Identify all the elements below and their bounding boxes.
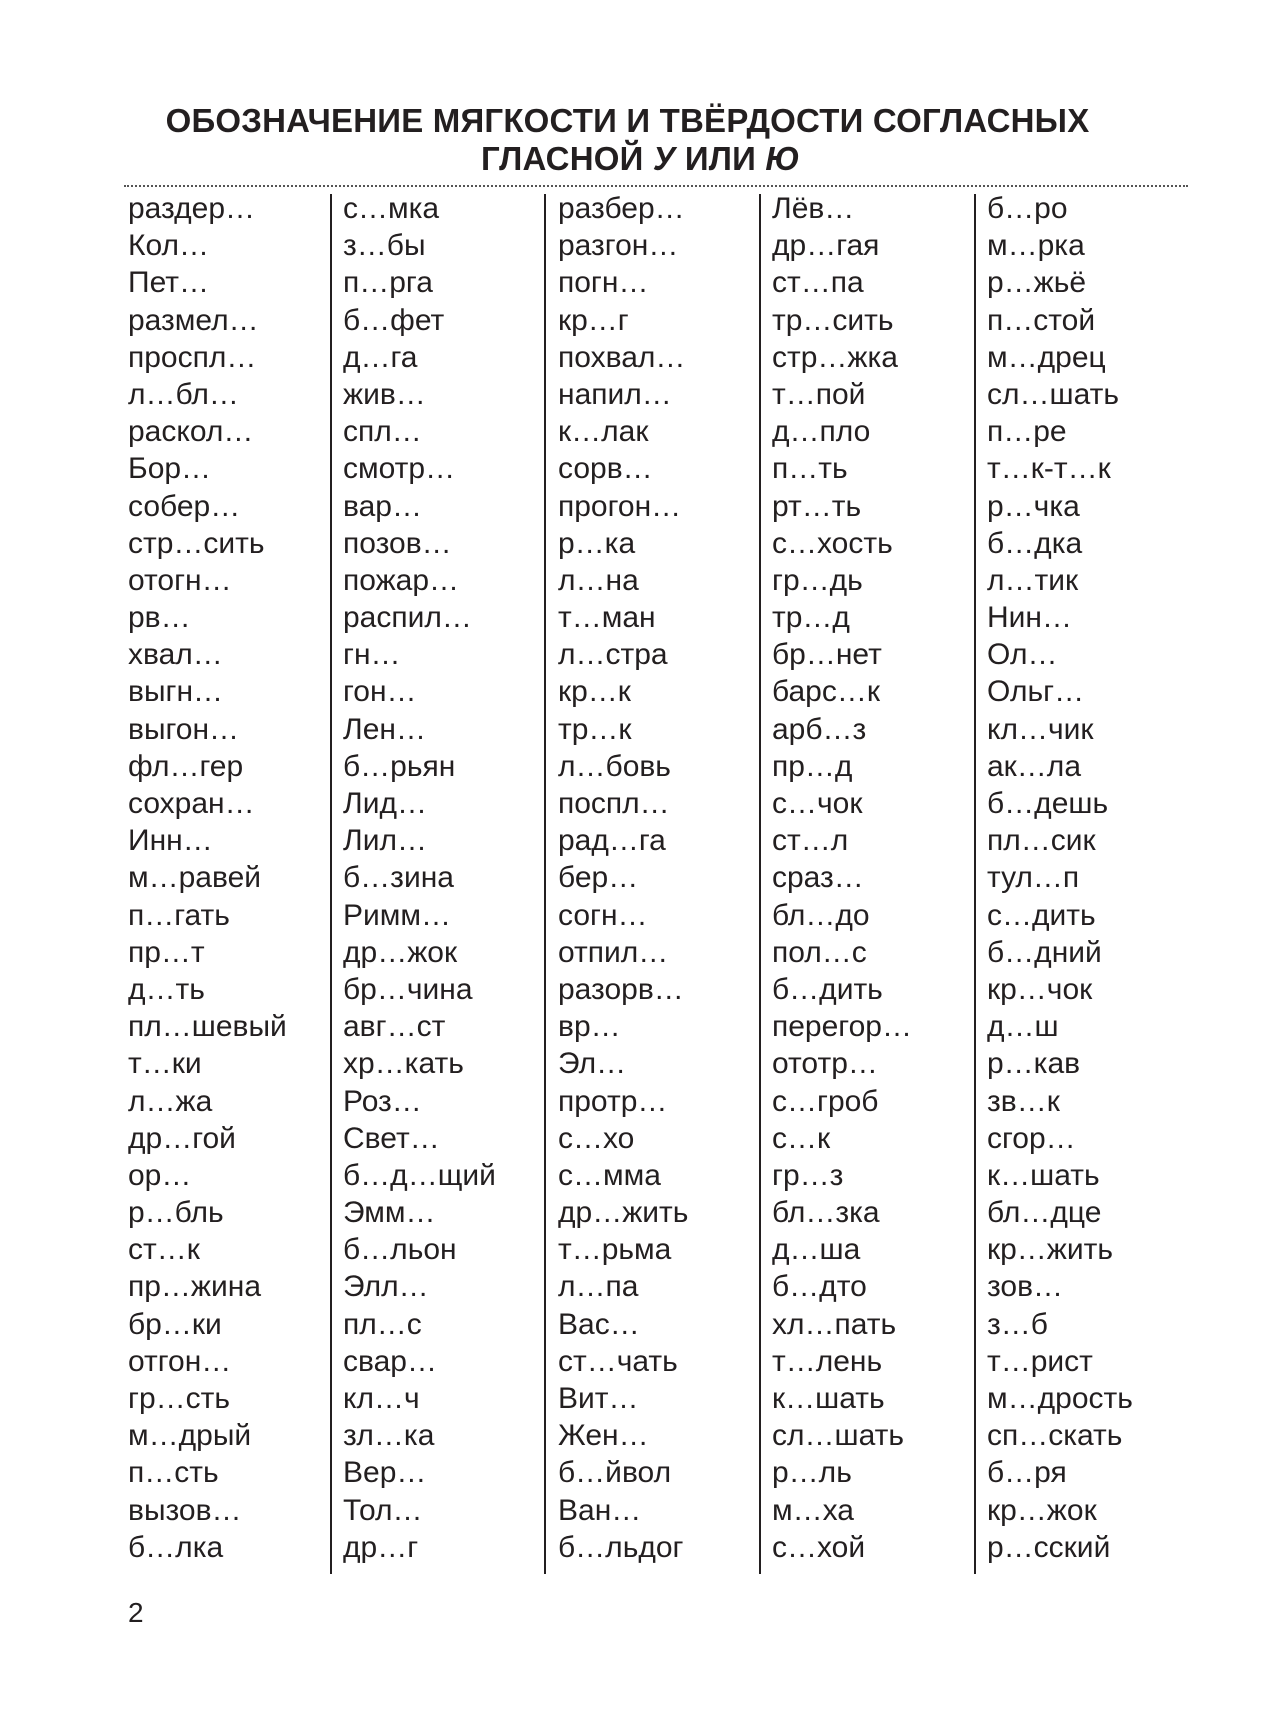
word-item: п…ть — [772, 452, 848, 486]
word-item: с…хой — [772, 1530, 866, 1564]
word-item: свар… — [343, 1344, 437, 1378]
word-item: с…хость — [772, 526, 893, 560]
word-item: Бор… — [128, 452, 212, 486]
word-item: гон… — [343, 675, 417, 709]
word-item: т…лень — [772, 1344, 883, 1378]
word-item: проспл… — [128, 340, 257, 374]
word-item: Кол… — [128, 229, 210, 263]
word-item: л…на — [558, 563, 639, 597]
word-item: Свет… — [343, 1121, 440, 1155]
word-item: с…мка — [343, 192, 440, 225]
word-item: разорв… — [558, 972, 684, 1006]
word-item: бл…дце — [987, 1196, 1102, 1230]
word-item: арб…з — [772, 712, 867, 746]
word-columns — [0, 190, 1269, 1590]
word-item: б…дний — [987, 935, 1102, 969]
word-item: р…ль — [772, 1456, 852, 1490]
word-item: ор… — [128, 1158, 192, 1192]
word-item: Вит… — [558, 1382, 639, 1415]
title-letter-u: У — [652, 140, 676, 177]
word-item: д…ша — [772, 1233, 861, 1267]
word-item: жив… — [343, 377, 426, 411]
word-item: стр…сить — [128, 526, 265, 560]
word-item: б…дешь — [987, 787, 1109, 820]
word-item: позов… — [343, 526, 452, 560]
word-item: с…дить — [987, 898, 1096, 932]
word-item: пл…с — [343, 1307, 422, 1341]
word-column-3 — [558, 190, 768, 1566]
title-line-2-prefix: ГЛАСНОЙ — [481, 140, 653, 177]
word-item: б…йвол — [558, 1456, 672, 1490]
title-line-2-middle: ИЛИ — [675, 140, 766, 177]
word-item: б…зина — [343, 861, 454, 895]
word-item: сраз… — [772, 861, 864, 895]
word-item: л…жа — [128, 1084, 213, 1118]
word-item: стр…жка — [772, 340, 898, 374]
title-line-2 — [12, 140, 1269, 178]
word-item: гр…з — [772, 1158, 844, 1192]
word-item: м…дрый — [128, 1419, 252, 1453]
word-item: д…ть — [128, 972, 205, 1006]
word-item: кл…ч — [343, 1382, 420, 1415]
word-item: м…ха — [772, 1493, 854, 1527]
word-item: Роз… — [343, 1084, 422, 1118]
word-item: Лид… — [343, 787, 427, 820]
word-item: размел… — [128, 303, 259, 337]
word-item: пл…шевый — [128, 1010, 287, 1044]
page-number: 2 — [128, 1597, 144, 1628]
word-item: рв… — [128, 601, 191, 635]
word-item: т…рист — [987, 1344, 1093, 1378]
title-letter-yu: Ю — [765, 140, 800, 177]
word-column-5 — [987, 190, 1197, 1566]
word-item: ст…чать — [558, 1344, 678, 1378]
word-item: Ольг… — [987, 675, 1085, 709]
title-line-1: ОБОЗНАЧЕНИЕ МЯГКОСТИ И ТВЁРДОСТИ СОГЛАСНЫХ — [165, 102, 1090, 139]
word-item: распил… — [343, 601, 472, 635]
word-item: Элл… — [343, 1270, 429, 1304]
word-item: б…ря — [987, 1456, 1067, 1490]
word-item: Эл… — [558, 1047, 627, 1081]
word-item: выгн… — [128, 675, 224, 709]
word-item: сл…шать — [772, 1419, 904, 1453]
word-item: погн… — [558, 266, 649, 300]
word-item: прогон… — [558, 489, 682, 523]
word-item: бр…чина — [343, 972, 473, 1006]
word-item: поспл… — [558, 787, 670, 820]
word-item: вр… — [558, 1010, 621, 1044]
word-item: р…жьё — [987, 266, 1087, 300]
word-item: тр…сить — [772, 303, 894, 337]
word-item: Лил… — [343, 824, 427, 858]
word-item: протр… — [558, 1084, 668, 1118]
word-item: с…чок — [772, 787, 863, 820]
word-item: рад…га — [558, 824, 666, 858]
word-item: раздер… — [128, 192, 256, 225]
word-item: з…бы — [343, 229, 426, 263]
word-item: д…пло — [772, 415, 871, 449]
word-item: бр…ки — [128, 1307, 222, 1341]
word-item: б…фет — [343, 303, 445, 337]
word-item: зов… — [987, 1270, 1064, 1304]
word-item: л…тик — [987, 563, 1079, 597]
word-item: Лёв… — [772, 192, 855, 225]
word-item: р…ка — [558, 526, 636, 560]
word-item: ст…па — [772, 266, 864, 300]
word-item: л…па — [558, 1270, 639, 1304]
word-item: м…рка — [987, 229, 1085, 263]
word-item: разбер… — [558, 192, 685, 225]
word-item: пр…жина — [128, 1270, 262, 1304]
word-item: р…бль — [128, 1196, 224, 1230]
word-item: к…лак — [558, 415, 649, 449]
word-item: бл…до — [772, 898, 870, 932]
word-item: м…дрость — [987, 1382, 1133, 1415]
word-item: напил… — [558, 377, 672, 411]
word-item: п…стой — [987, 303, 1096, 337]
word-item: рт…ть — [772, 489, 862, 523]
word-item: Тол… — [343, 1493, 423, 1527]
word-item: отпил… — [558, 935, 669, 969]
word-item: кр…жить — [987, 1233, 1114, 1267]
word-item: б…дить — [772, 972, 883, 1006]
word-item: хр…кать — [343, 1047, 464, 1081]
word-item: др…г — [343, 1530, 419, 1564]
word-item: барс…к — [772, 675, 880, 709]
word-item: др…гая — [772, 229, 880, 263]
column-divider-4 — [974, 194, 976, 1574]
word-item: ак…ла — [987, 749, 1081, 783]
word-item: Лен… — [343, 712, 426, 746]
word-item: др…гой — [128, 1121, 236, 1155]
word-item: зв…к — [987, 1084, 1060, 1118]
word-item: к…шать — [987, 1158, 1100, 1192]
word-item: б…д…щий — [343, 1158, 496, 1192]
word-item: Инн… — [128, 824, 213, 858]
word-item: бл…зка — [772, 1196, 880, 1230]
word-item: п…сть — [128, 1456, 219, 1490]
word-item: гр…сть — [128, 1382, 230, 1415]
word-item: собер… — [128, 489, 241, 523]
word-item: тул…п — [987, 861, 1080, 895]
word-item: т…пой — [772, 377, 866, 411]
word-item: л…стра — [558, 638, 668, 672]
word-item: зл…ка — [343, 1419, 435, 1453]
word-column-1 — [128, 190, 338, 1566]
word-item: хл…пать — [772, 1307, 897, 1341]
word-item: пр…д — [772, 749, 853, 783]
word-item: отгон… — [128, 1344, 232, 1378]
word-item: перегор… — [772, 1010, 912, 1044]
word-item: Пет… — [128, 266, 209, 300]
word-item: р…кав — [987, 1047, 1081, 1081]
word-item: тр…к — [558, 712, 632, 746]
word-item: т…ки — [128, 1047, 202, 1081]
word-item: б…лка — [128, 1530, 224, 1564]
word-item: л…бл… — [128, 377, 239, 411]
word-item: смотр… — [343, 452, 456, 486]
word-item: Нин… — [987, 601, 1072, 635]
word-item: бер… — [558, 861, 639, 895]
word-item: з…б — [987, 1307, 1048, 1341]
word-item: кр…жок — [987, 1493, 1097, 1527]
word-item: пр…т — [128, 935, 205, 969]
word-item: Жен… — [558, 1419, 649, 1453]
word-item: Вас… — [558, 1307, 640, 1341]
word-item: пл…сик — [987, 824, 1096, 858]
word-item: с…к — [772, 1121, 831, 1155]
word-item: фл…гер — [128, 749, 244, 783]
word-item: сп…скать — [987, 1419, 1123, 1453]
word-item: д…га — [343, 340, 418, 374]
word-item: тр…д — [772, 601, 850, 635]
word-item: с…хо — [558, 1121, 635, 1155]
page-title — [0, 102, 1269, 178]
word-item: гр…дь — [772, 563, 863, 597]
word-item: Римм… — [343, 898, 452, 932]
word-item: с…гроб — [772, 1084, 879, 1118]
word-item: м…дрец — [987, 340, 1106, 374]
word-item: кл…чик — [987, 712, 1094, 746]
word-item: пол…с — [772, 935, 867, 969]
word-item: к…шать — [772, 1382, 885, 1415]
word-item: сгор… — [987, 1121, 1076, 1155]
word-item: Ол… — [987, 638, 1058, 672]
word-item: т…к-т…к — [987, 452, 1111, 486]
word-item: т…ман — [558, 601, 656, 635]
word-item: б…ро — [987, 192, 1068, 225]
word-item: л…бовь — [558, 749, 671, 783]
word-item: сохран… — [128, 787, 255, 820]
word-item: п…гать — [128, 898, 230, 932]
word-column-2 — [343, 190, 553, 1566]
word-item: спл… — [343, 415, 422, 449]
word-item: вар… — [343, 489, 422, 523]
word-item: т…рьма — [558, 1233, 672, 1267]
word-item: д…ш — [987, 1010, 1059, 1044]
word-item: Ван… — [558, 1493, 642, 1527]
word-item: ст…к — [128, 1233, 200, 1267]
word-item: сл…шать — [987, 377, 1119, 411]
word-item: с…мма — [558, 1158, 661, 1192]
word-item: пожар… — [343, 563, 460, 597]
word-item: кр…к — [558, 675, 631, 709]
word-item: хвал… — [128, 638, 223, 672]
word-item: Вер… — [343, 1456, 427, 1490]
word-item: кр…чок — [987, 972, 1093, 1006]
column-divider-3 — [759, 194, 761, 1574]
word-item: др…жок — [343, 935, 458, 969]
title-dotted-divider — [124, 185, 1188, 187]
word-item: п…ре — [987, 415, 1067, 449]
word-item: б…рьян — [343, 749, 456, 783]
word-item: Эмм… — [343, 1196, 436, 1230]
word-item: разгон… — [558, 229, 679, 263]
word-item: б…дто — [772, 1270, 867, 1304]
word-item: вызов… — [128, 1493, 242, 1527]
word-item: ототр… — [772, 1047, 878, 1081]
word-item: р…сский — [987, 1530, 1111, 1564]
word-item: ст…л — [772, 824, 849, 858]
word-item: б…льдог — [558, 1530, 684, 1564]
word-item: бр…нет — [772, 638, 882, 672]
word-item: гн… — [343, 638, 401, 672]
column-divider-2 — [544, 194, 546, 1574]
column-divider-1 — [330, 194, 332, 1574]
word-item: раскол… — [128, 415, 254, 449]
word-item: б…льон — [343, 1233, 457, 1267]
word-item: согн… — [558, 898, 648, 932]
word-item: п…рга — [343, 266, 433, 300]
word-item: др…жить — [558, 1196, 689, 1230]
word-item: выгон… — [128, 712, 240, 746]
word-item: похвал… — [558, 340, 686, 374]
word-item: авг…ст — [343, 1010, 446, 1044]
word-item: отогн… — [128, 563, 232, 597]
word-item: р…чка — [987, 489, 1080, 523]
word-item: м…равей — [128, 861, 262, 895]
word-item: кр…г — [558, 303, 629, 337]
word-item: сорв… — [558, 452, 653, 486]
word-item: б…дка — [987, 526, 1083, 560]
word-column-4 — [772, 190, 982, 1566]
